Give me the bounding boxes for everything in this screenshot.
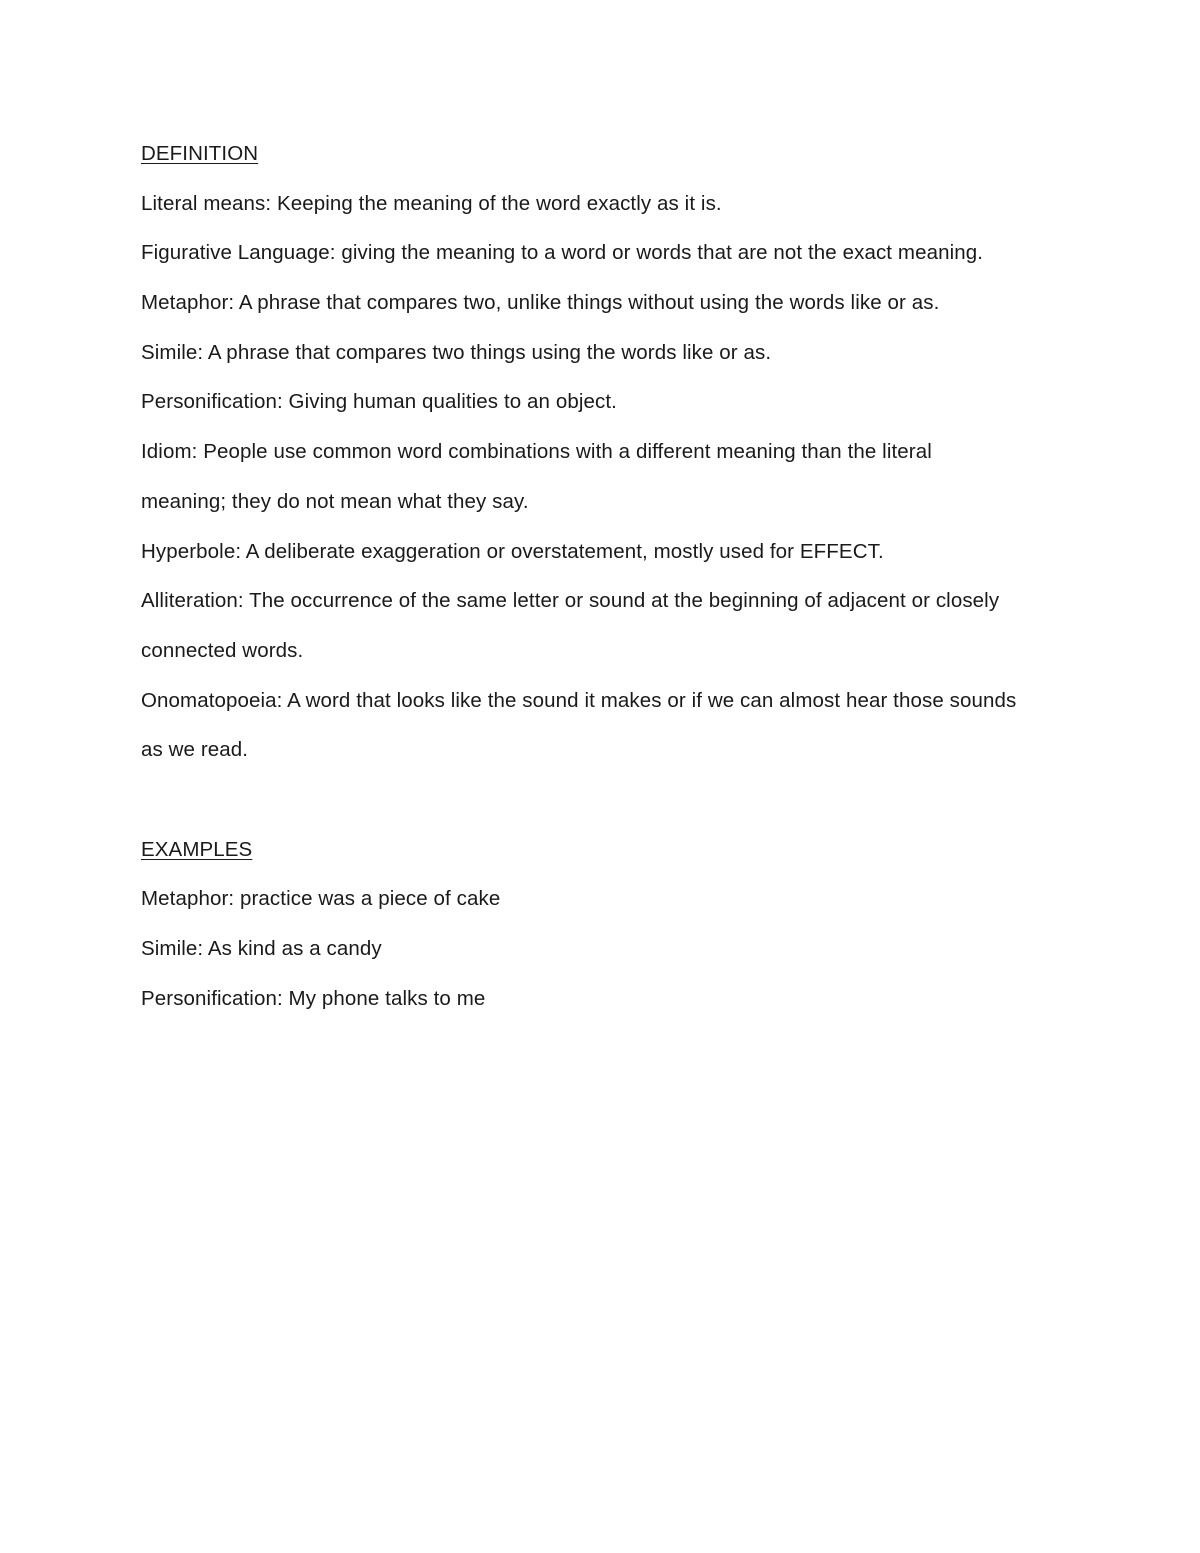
definition-figurative-language: Figurative Language: giving the meaning to a word or words that are not the exact meaning.	[141, 241, 984, 265]
example-simile: Simile: As kind as a candy	[141, 937, 382, 960]
definition-hyperbole: Hyperbole: A deliberate exaggeration or overstatement, mostly used for EFFECT.	[141, 539, 884, 563]
example-metaphor: Metaphor: practice was a piece of cake	[141, 887, 501, 911]
definition-metaphor: Metaphor: A phrase that compares two, unlike things without using the words like or as.	[141, 291, 940, 315]
definition-idiom-line-2: meaning; they do not mean what they say.	[141, 489, 529, 513]
definition-onomatopoeia-line-1: Onomatopoeia: A word that looks like the sound it makes or if we can almost hear those sounds	[141, 688, 1017, 712]
definition-alliteration-line-1: Alliteration: The occurrence of the same letter or sound at the beginning of adjacent or closely	[141, 589, 1000, 613]
definition-alliteration-line-2: connected words.	[141, 638, 304, 662]
definition-literal: Literal means: Keeping the meaning of the word exactly as it is.	[141, 191, 722, 215]
definition-personification: Personification: Giving human qualities to an object.	[141, 390, 617, 414]
definition-heading: DEFINITION	[141, 142, 259, 165]
definition-idiom-line-1: Idiom: People use common word combinations with a different meaning than the literal	[141, 440, 932, 464]
section-spacer	[141, 785, 1071, 835]
document-body	[141, 139, 1071, 1033]
definition-onomatopoeia-line-2: as we read.	[141, 738, 249, 762]
examples-heading: EXAMPLES	[141, 837, 253, 861]
example-personification: Personification: My phone talks to me	[141, 986, 486, 1010]
definition-simile: Simile: A phrase that compares two things using the words like or as.	[141, 340, 772, 364]
